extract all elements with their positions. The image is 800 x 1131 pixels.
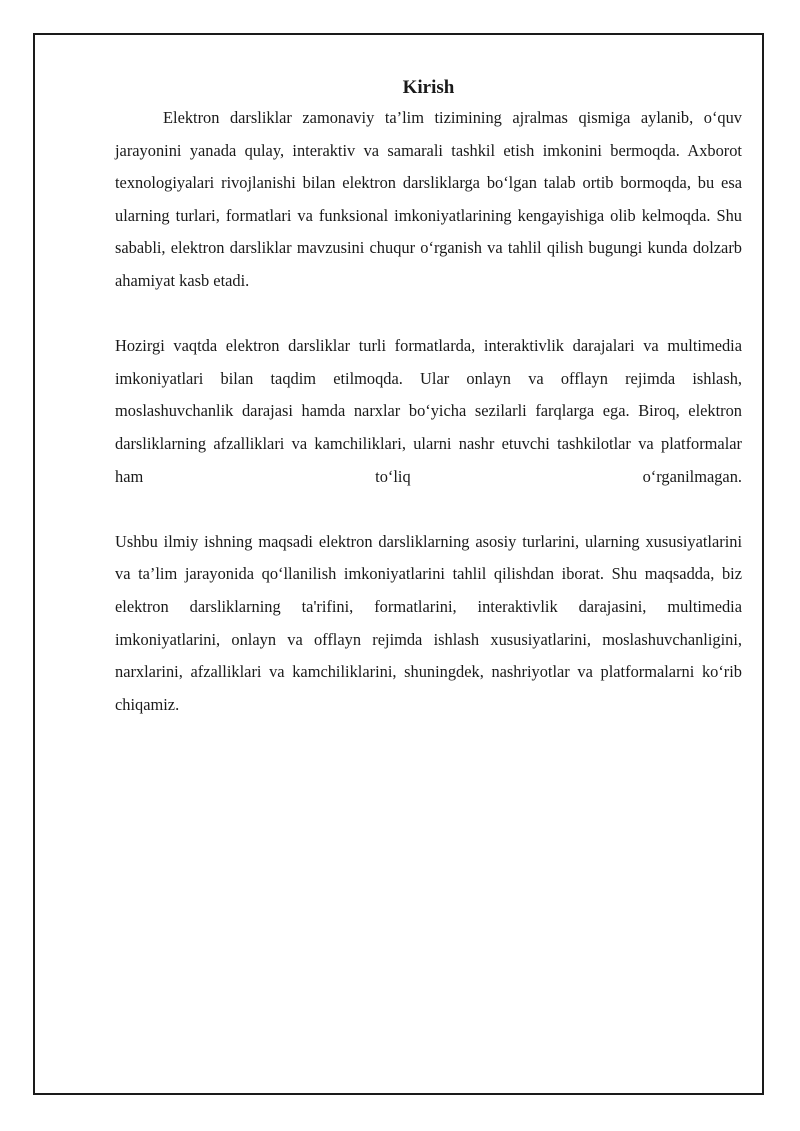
document-title: Kirish (402, 77, 455, 98)
paragraph-context: Hozirgi vaqtda elektron darsliklar turli formatlarda, interaktivlik darajalari va multimedia imkoniyatlari bilan taqdim etilmoqda. Ular onlayn va offlayn rejimda ishlash, moslashuvchanlik darajasi hamda narxlar bo‘yicha sezilarli farqlarga ega. Biroq, elektron darsliklarning afzalliklari va kamchiliklari, ularni nashr etuvchi tashkilotlar va platformalar ham to‘liq o‘rganilmagan. (115, 336, 742, 486)
paragraph-goal: Ushbu ilmiy ishning maqsadi elektron darsliklarning asosiy turlarini, ularning xususiyatlarini va ta’lim jarayonida qo‘llanilish imkoniyatlarini tahlil qilishdan iborat. Shu maqsadda, biz elektron darsliklarning ta'rifini, formatlarini, interaktivlik darajasini, multimedia imkoniyatlarini, onlayn va offlayn rejimda ishlash xususiyatlarini, moslashuvchanligini, narxlarini, afzalliklari va kamchiliklarini, shuningdek, nashriyotlar va platformalarni ko‘rib chiqamiz. (115, 531, 742, 714)
paragraph-intro: Elektron darsliklar zamonaviy ta’lim tizimining ajralmas qismiga aylanib, o‘quv jarayonini yanada qulay, interaktiv va samarali tashkil etish imkonini bermoqda. Axborot texnologiyalari rivojlanishi bilan elektron darsliklarga bo‘lgan talab ortib bormoqda, bu esa ularning turlari, formatlari va funksional imkoniyatlarining kengayishiga olib kelmoqda. Shu sababli, elektron darsliklar mavzusini chuqur o‘rganish va tahlil qilish bugungi kunda dolzarb ahamiyat kasb etadi. (115, 108, 742, 290)
document-body (115, 74, 742, 721)
